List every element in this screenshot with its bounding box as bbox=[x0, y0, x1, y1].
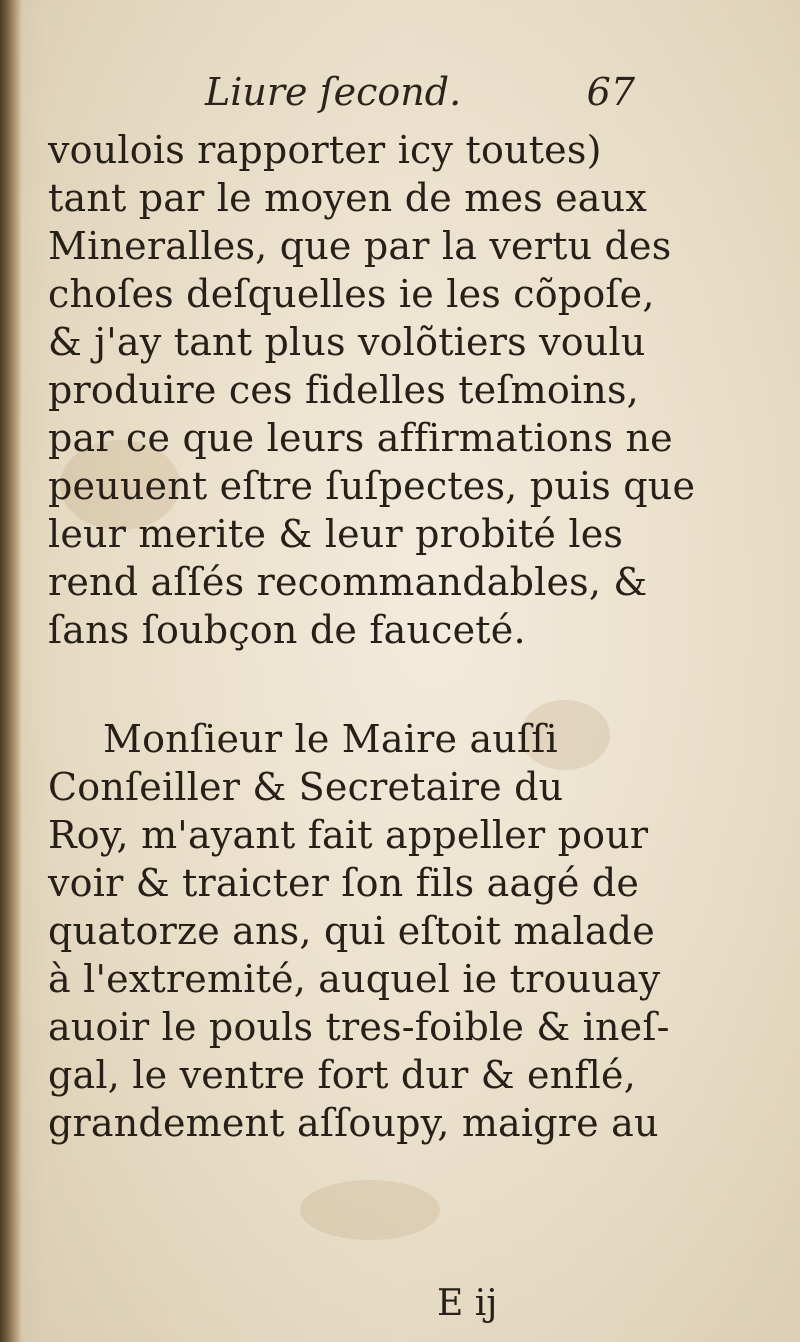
running-title: Liure ſecond. bbox=[205, 70, 462, 114]
page-number: 67 bbox=[586, 70, 635, 114]
text-line: par ce que leurs affirmations ne bbox=[48, 416, 673, 460]
text-line: voulois rapporter icy toutes) bbox=[48, 128, 602, 172]
text-line: Monſieur le Maire auſſi bbox=[103, 717, 558, 761]
text-line: auoir le pouls tres-foible & ineſ- bbox=[48, 1005, 670, 1049]
body-text bbox=[48, 126, 696, 1147]
paragraph bbox=[48, 126, 696, 654]
page-header bbox=[205, 70, 635, 122]
text-line: rend aſſés recommandables, & bbox=[48, 560, 648, 604]
paragraph-gap bbox=[48, 654, 628, 715]
text-line: peuuent eſtre ſuſpectes, puis que bbox=[48, 464, 696, 508]
text-line: Roy, m'ayant fait appeller pour bbox=[48, 813, 649, 857]
signature-mark: E ij bbox=[437, 1283, 498, 1324]
text-line: leur merite & leur probité les bbox=[48, 512, 624, 556]
text-line: produire ces fidelles teſmoins, bbox=[48, 368, 639, 412]
text-line: quatorze ans, qui eſtoit malade bbox=[48, 909, 655, 953]
text-line: Mineralles, que par la vertu des bbox=[48, 224, 672, 268]
text-line: Conſeiller & Secretaire du bbox=[48, 765, 564, 809]
text-line: gal, le ventre fort dur & enflé, bbox=[48, 1053, 636, 1097]
binding-edge bbox=[0, 0, 22, 1342]
text-line: ſans ſoubçon de fauceté. bbox=[48, 608, 526, 652]
text-line: grandement aſſoupy, maigre au bbox=[48, 1101, 659, 1145]
text-line: choſes deſquelles ie les cõpoſe, bbox=[48, 272, 655, 316]
text-line: & j'ay tant plus volõtiers voulu bbox=[48, 320, 646, 364]
text-line: à l'extremité, auquel ie trouuay bbox=[48, 957, 661, 1001]
paragraph bbox=[48, 715, 670, 1147]
paper-stain bbox=[300, 1180, 440, 1240]
text-line: tant par le moyen de mes eaux bbox=[48, 176, 647, 220]
text-line: voir & traicter ſon fils aagé de bbox=[48, 861, 640, 905]
